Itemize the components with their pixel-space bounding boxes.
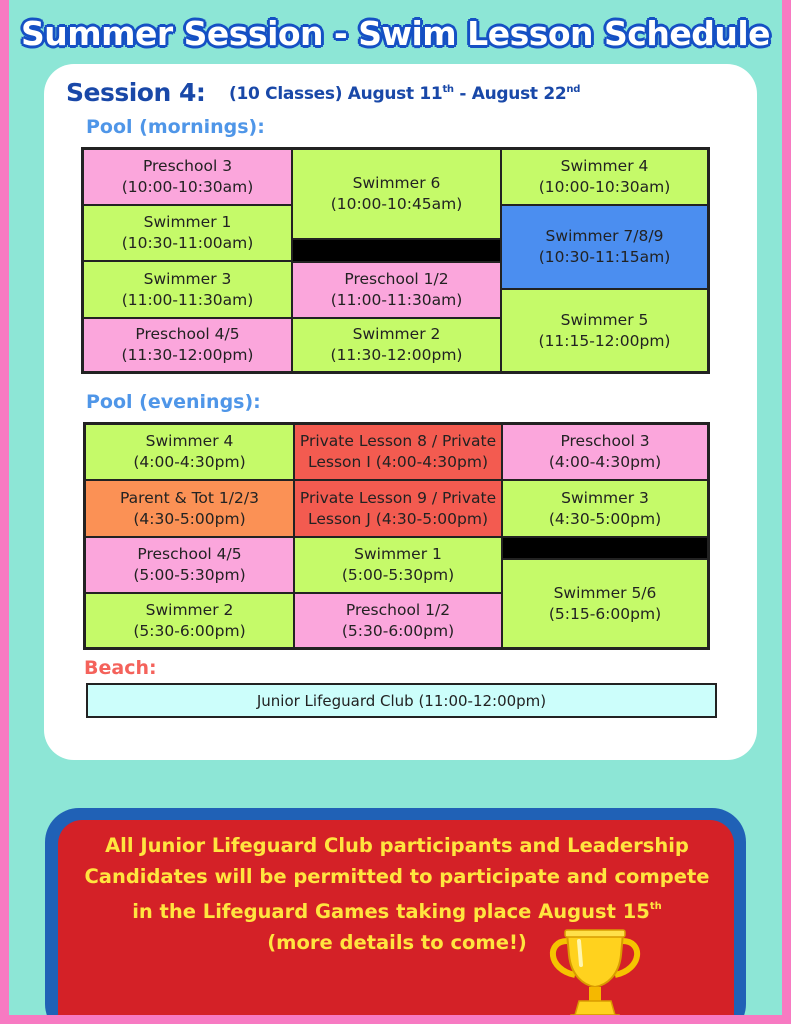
class-time: (11:00-11:30am)	[121, 290, 254, 309]
class-time: Lesson I (4:00-4:30pm)	[307, 453, 489, 471]
class-name: Preschool 4/5	[135, 325, 240, 343]
session-dates-sup-start: th	[442, 84, 454, 95]
notice-line	[62, 892, 732, 928]
class-name: Preschool 3	[560, 432, 650, 450]
class-name: Parent & Tot 1/2/3	[120, 488, 259, 507]
evening-class-cell	[85, 537, 294, 593]
evening-class-cell	[85, 593, 294, 648]
beach-class-cell: Junior Lifeguard Club (11:00-12:00pm)	[86, 683, 717, 718]
evening-class-cell	[502, 480, 708, 537]
notice-line: (more details to come!)	[267, 930, 527, 954]
class-name: Private Lesson 9 / Private	[299, 488, 497, 507]
session-dates	[229, 84, 580, 104]
class-time: (11:15-12:00pm)	[538, 331, 671, 350]
morning-class-cell	[83, 149, 292, 205]
class-time: (4:00-4:30pm)	[548, 453, 662, 471]
session-dates-start: (10 Classes) August 11	[229, 84, 443, 104]
notice-line: Candidates will be permitted to participate and compete	[84, 864, 710, 888]
class-time: (10:30-11:00am)	[121, 234, 254, 252]
morning-class-cell	[292, 318, 501, 372]
notice-line-main: in the Lifeguard Games taking place August 15	[132, 900, 650, 923]
class-name: Swimmer 3	[143, 269, 232, 288]
class-time: (5:15-6:00pm)	[548, 604, 662, 623]
session-label: Session 4:	[66, 78, 206, 107]
session-dates-sup-end: nd	[566, 84, 581, 95]
evenings-table	[83, 422, 710, 650]
bottom-border	[0, 1015, 791, 1024]
left-border	[0, 0, 9, 1024]
class-time: (4:30-5:00pm)	[548, 509, 662, 528]
class-time: (4:00-4:30pm)	[133, 453, 246, 471]
session-dates-end: - August 22	[453, 84, 567, 104]
notice-line-sup: th	[649, 901, 662, 912]
class-name: Preschool 3	[142, 157, 233, 175]
class-name: Swimmer 3	[561, 488, 649, 507]
morning-class-cell	[501, 289, 708, 372]
evening-class-cell	[502, 424, 708, 480]
class-time: (5:00-5:30pm)	[341, 566, 455, 584]
class-time: (10:00-10:30am)	[121, 178, 254, 196]
class-name: Swimmer 1	[143, 213, 232, 231]
class-name: Swimmer 4	[145, 432, 234, 450]
class-time: (11:30-12:00pm)	[330, 346, 463, 364]
class-time: (5:30-6:00pm)	[341, 621, 455, 640]
class-time: (10:00-10:45am)	[330, 195, 463, 213]
beach-heading: Beach:	[84, 657, 157, 679]
morning-class-cell	[83, 205, 292, 261]
class-time: (10:30-11:15am)	[538, 248, 671, 266]
class-time: (4:30-5:00pm)	[133, 509, 246, 528]
class-name: Swimmer 5	[560, 310, 649, 329]
blocked-slot	[502, 537, 708, 559]
private-lesson-cell	[294, 480, 502, 537]
trophy-icon	[545, 925, 645, 1024]
morning-class-cell	[292, 262, 501, 318]
morning-class-cell	[292, 149, 501, 239]
class-name: Swimmer 5/6	[553, 583, 657, 602]
class-time: (11:00-11:30am)	[330, 291, 463, 309]
evening-class-cell	[294, 593, 502, 648]
morning-class-cell	[83, 261, 292, 318]
class-time: (5:30-6:00pm)	[133, 621, 246, 640]
class-name: Swimmer 2	[145, 600, 234, 619]
class-name: Swimmer 2	[352, 325, 441, 343]
private-lesson-cell	[294, 424, 502, 480]
class-time: (5:00-5:30pm)	[133, 566, 246, 584]
class-name: Swimmer 1	[354, 545, 442, 563]
mornings-heading: Pool (mornings):	[86, 116, 265, 138]
class-name: Preschool 1/2	[345, 600, 451, 619]
class-name: Private Lesson 8 / Private	[299, 432, 497, 450]
class-name: Swimmer 6	[352, 174, 441, 192]
class-name: Swimmer 7/8/9	[545, 227, 664, 245]
evenings-heading: Pool (evenings):	[86, 391, 261, 413]
page-title: Summer Session - Swim Lesson Schedule	[20, 14, 771, 53]
class-time: Lesson J (4:30-5:00pm)	[307, 509, 489, 528]
class-name: Preschool 1/2	[344, 270, 449, 288]
notice-line: All Junior Lifeguard Club participants and Leadership	[105, 834, 689, 857]
morning-class-cell	[501, 205, 708, 289]
blocked-slot	[292, 239, 501, 262]
morning-class-cell	[501, 149, 708, 205]
evening-class-cell	[294, 537, 502, 593]
right-border	[782, 0, 791, 1024]
morning-class-cell	[83, 318, 292, 372]
class-time: (11:30-12:00pm)	[121, 346, 254, 364]
evening-class-cell	[502, 559, 708, 648]
class-name: Swimmer 4	[560, 157, 649, 175]
class-name: Preschool 4/5	[137, 545, 242, 563]
mornings-table	[81, 147, 710, 374]
evening-class-cell	[85, 424, 294, 480]
evening-class-cell	[85, 480, 294, 537]
class-time: (10:00-10:30am)	[538, 178, 671, 196]
